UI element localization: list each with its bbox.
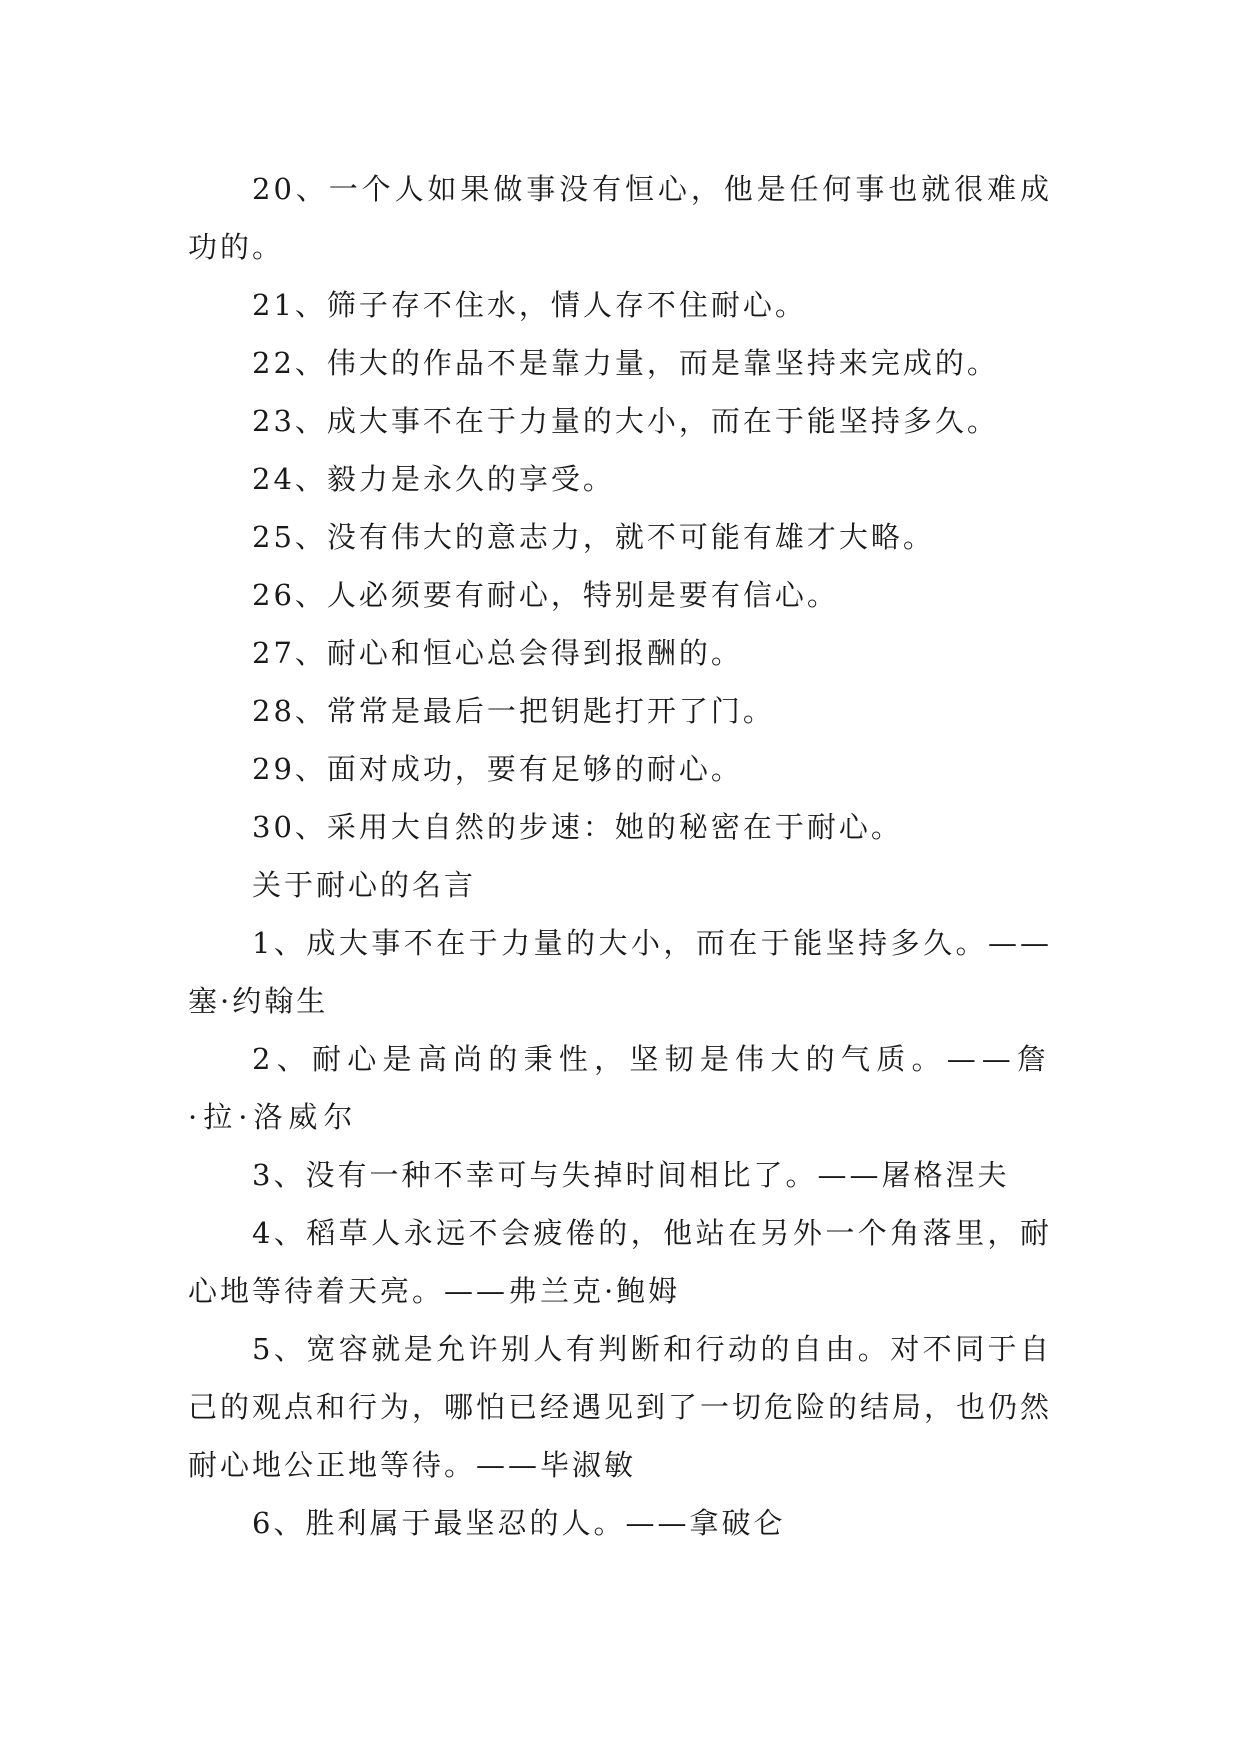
document-body <box>188 160 1052 1552</box>
famous-quote-3: 3、没有一种不幸可与失掉时间相比了。——屠格涅夫 <box>252 1158 1010 1192</box>
quote-paragraph-27: 27、耐心和恒心总会得到报酬的。 <box>252 636 743 670</box>
famous-quote-5: 5、宽容就是允许别人有判断和行动的自由。对不同于自己的观点和行为，哪怕已经遇见到了一切危险的结局，也仍然耐心地公正地等待。——毕淑敏 <box>188 1332 1053 1482</box>
quote-paragraph-23: 23、成大事不在于力量的大小，而在于能坚持多久。 <box>252 404 999 438</box>
quote-paragraph-25: 25、没有伟大的意志力，就不可能有雄才大略。 <box>252 520 935 554</box>
quote-paragraph-28: 28、常常是最后一把钥匙打开了门。 <box>252 694 775 728</box>
quote-paragraph-30: 30、采用大自然的步速：她的秘密在于耐心。 <box>252 810 903 844</box>
quote-paragraph-22: 22、伟大的作品不是靠力量，而是靠坚持来完成的。 <box>252 346 999 380</box>
quote-paragraph-26: 26、人必须要有耐心，特别是要有信心。 <box>252 578 839 612</box>
section-heading: 关于耐心的名言 <box>252 868 477 902</box>
famous-quote-1: 1、成大事不在于力量的大小，而在于能坚持多久。——塞·约翰生 <box>188 926 1052 1018</box>
quote-paragraph-29: 29、面对成功，要有足够的耐心。 <box>252 752 743 786</box>
famous-quote-6: 6、胜利属于最坚忍的人。——拿破仑 <box>252 1506 786 1540</box>
quote-paragraph-21: 21、筛子存不住水，情人存不住耐心。 <box>252 288 807 322</box>
quote-paragraph-20: 20、一个人如果做事没有恒心，他是任何事也就很难成功的。 <box>188 172 1052 264</box>
quote-paragraph-24: 24、毅力是永久的享受。 <box>252 462 615 496</box>
famous-quote-2: 2、耐心是高尚的秉性，坚韧是伟大的气质。——詹·拉·洛威尔 <box>188 1042 1052 1134</box>
famous-quote-4: 4、稻草人永远不会疲倦的，他站在另外一个角落里，耐心地等待着天亮。——弗兰克·鲍姆 <box>188 1216 1052 1308</box>
